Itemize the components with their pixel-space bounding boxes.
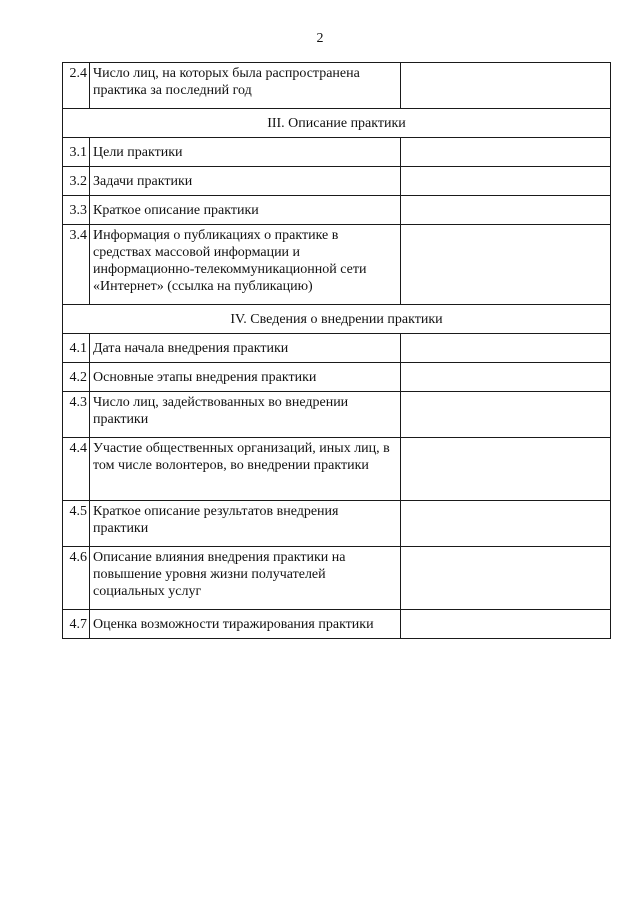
row-number: 3.3 xyxy=(63,196,90,225)
row-label: Описание влияния внедрения практики на повышение уровня жизни получателей социальных услуг xyxy=(90,547,401,610)
row-value-field[interactable] xyxy=(401,63,611,109)
row-number: 4.7 xyxy=(63,610,90,639)
row-label: Основные этапы внедрения практики xyxy=(90,363,401,392)
table-row-4-5 xyxy=(63,501,611,547)
table-row-4-6 xyxy=(63,547,611,610)
row-label: Оценка возможности тиражирования практики xyxy=(90,610,401,639)
row-label: Информация о публикациях о практике в средствах массовой информации и информационно-телекоммуникационной сети «Интернет» (ссылка на публикацию) xyxy=(90,225,401,305)
row-value-field[interactable] xyxy=(401,167,611,196)
row-value-field[interactable] xyxy=(401,334,611,363)
row-label: Краткое описание практики xyxy=(90,196,401,225)
row-value-field[interactable] xyxy=(401,438,611,501)
row-value-field[interactable] xyxy=(401,225,611,305)
row-number: 3.2 xyxy=(63,167,90,196)
row-label: Участие общественных организаций, иных лиц, в том числе волонтеров, во внедрении практики xyxy=(90,438,401,501)
table-row-2-4 xyxy=(63,63,611,109)
row-number: 3.4 xyxy=(63,225,90,305)
row-label: Краткое описание результатов внедрения практики xyxy=(90,501,401,547)
row-value-field[interactable] xyxy=(401,547,611,610)
section-heading-row-4 xyxy=(63,305,611,334)
row-label: Число лиц, задействованных во внедрении практики xyxy=(90,392,401,438)
table-row-4-1 xyxy=(63,334,611,363)
page-number: 2 xyxy=(316,31,324,46)
row-number: 4.6 xyxy=(63,547,90,610)
row-value-field[interactable] xyxy=(401,196,611,225)
row-number: 4.5 xyxy=(63,501,90,547)
row-value-field[interactable] xyxy=(401,610,611,639)
row-number: 4.2 xyxy=(63,363,90,392)
row-label: Число лиц, на которых была распространена практика за последний год xyxy=(90,63,401,109)
section-heading-row-3 xyxy=(63,109,611,138)
section-heading: III. Описание практики xyxy=(63,109,611,138)
row-number: 4.1 xyxy=(63,334,90,363)
row-label: Цели практики xyxy=(90,138,401,167)
row-number: 4.4 xyxy=(63,438,90,501)
table-row-3-3 xyxy=(63,196,611,225)
row-number: 4.3 xyxy=(63,392,90,438)
table-row-3-2 xyxy=(63,167,611,196)
table-row-4-7 xyxy=(63,610,611,639)
table-row-3-4 xyxy=(63,225,611,305)
table-row-4-3 xyxy=(63,392,611,438)
row-value-field[interactable] xyxy=(401,363,611,392)
table-row-4-4 xyxy=(63,438,611,501)
row-label: Дата начала внедрения практики xyxy=(90,334,401,363)
row-value-field[interactable] xyxy=(401,501,611,547)
table-row-4-2 xyxy=(63,363,611,392)
row-number: 3.1 xyxy=(63,138,90,167)
row-label: Задачи практики xyxy=(90,167,401,196)
row-number: 2.4 xyxy=(63,63,90,109)
row-value-field[interactable] xyxy=(401,138,611,167)
practice-form-table xyxy=(62,62,611,639)
section-heading: IV. Сведения о внедрении практики xyxy=(63,305,611,334)
row-value-field[interactable] xyxy=(401,392,611,438)
table-row-3-1 xyxy=(63,138,611,167)
